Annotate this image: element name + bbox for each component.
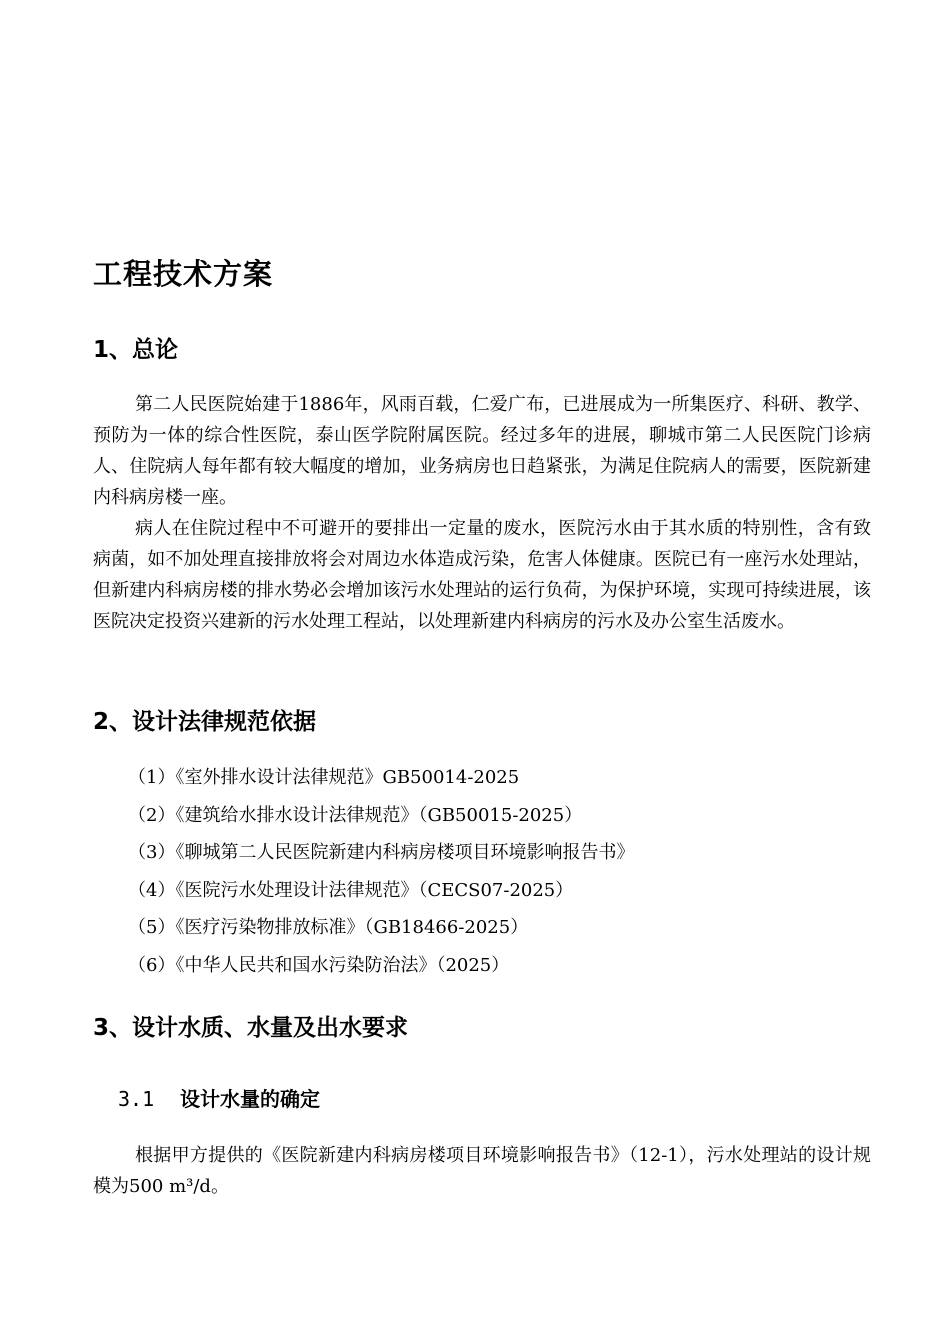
paragraph-design-capacity: 根据甲方提供的《医院新建内科病房楼项目环境影响报告书》（12-1），污水处理站的设计规模为500 m³/d。 — [93, 1145, 871, 1197]
subsection-number: 3.1 — [118, 1087, 155, 1111]
paragraph-wastewater-background: 病人在住院过程中不可避开的要排出一定量的废水，医院污水由于其水质的特别性，含有致病菌，如不加处理直接排放将会对周边水体造成污染，危害人体健康。医院已有一座污水处理站，但新建内科病房楼的排水势必会增加该污水处理站的运行负荷，为保护环境，实现可持续进展，该医院决定投资兴建新的污水处理工程站，以处理新建内科病房的污水及办公室生活废水。 — [93, 518, 871, 632]
reference-item: （5）《医疗污染物排放标准》（GB18466-2025） — [128, 917, 529, 938]
reference-item: （3）《聊城第二人民医院新建内科病房楼项目环境影响报告书》 — [128, 842, 635, 863]
reference-item: （6）《中华人民共和国水污染防治法》（2025） — [128, 954, 510, 976]
reference-item: （2）《建筑给水排水设计法律规范》（GB50015-2025） — [128, 804, 583, 826]
subsection-title: 设计水量的确定 — [180, 1087, 320, 1111]
section-heading-design-basis: 2、设计法律规范依据 — [93, 709, 317, 735]
document-title: 工程技术方案 — [93, 257, 274, 291]
section-heading-water-requirements: 3、设计水质、水量及出水要求 — [93, 1015, 409, 1041]
reference-item: （1）《室外排水设计法律规范》GB50014-2025 — [128, 767, 520, 788]
reference-item: （4）《医院污水处理设计法律规范》（CECS07-2025） — [128, 879, 574, 901]
subsection-heading-design-flow — [118, 1083, 320, 1112]
reference-list — [128, 762, 634, 987]
section-heading-general: 1、总论 — [93, 337, 179, 363]
paragraph-hospital-history: 第二人民医院始建于1886年，风雨百载，仁爱广布，已进展成为一所集医疗、科研、教学、预防为一体的综合性医院，泰山医学院附属医院。经过多年的进展，聊城市第二人民医院门诊病人、住院病人每年都有较大幅度的增加，业务病房也日趋紧张，为满足住院病人的需要，医院新建内科病房楼一座。 — [93, 394, 871, 508]
